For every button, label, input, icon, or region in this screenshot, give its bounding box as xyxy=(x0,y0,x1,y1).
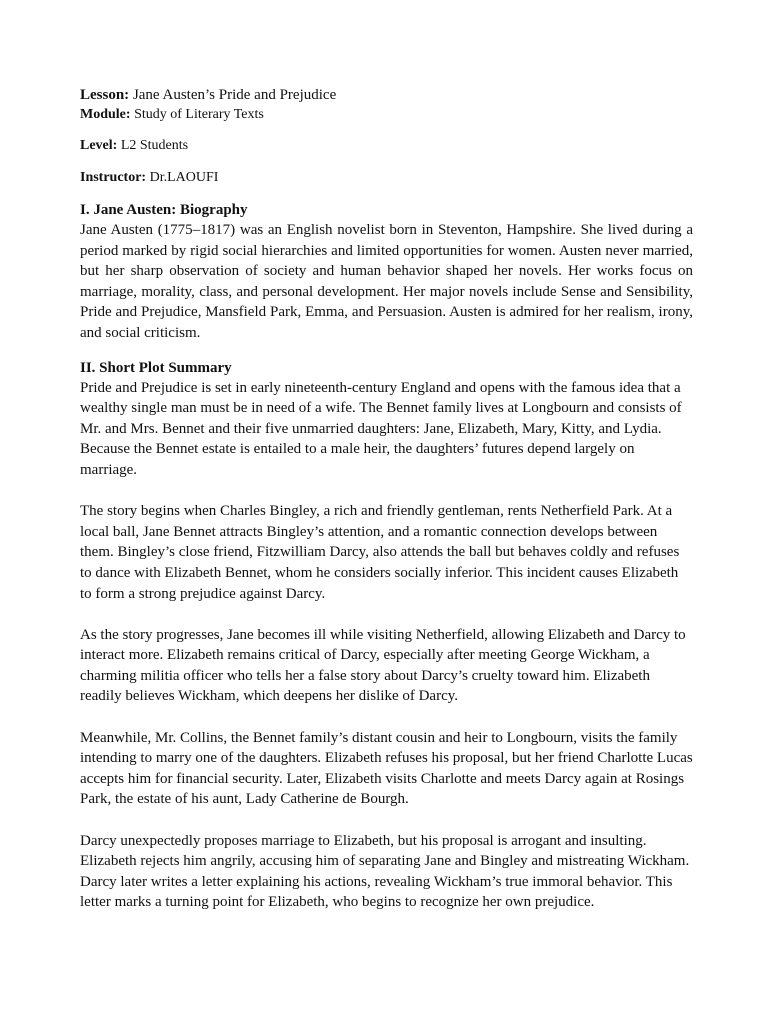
level-label: Level: xyxy=(80,138,118,153)
plot-summary-heading: II. Short Plot Summary xyxy=(80,359,232,376)
instructor-value: Dr.LAOUFI xyxy=(146,170,219,185)
document-page xyxy=(80,85,693,913)
plot-paragraph-4: Meanwhile, Mr. Collins, the Bennet family’s distant cousin and heir to Longbourn, visits the family intending to marry one of the daughters. Elizabeth refuses his proposal, but her friend Charlotte Lucas accepts him for financial security. Later, Elizabeth visits Charlotte and meets Darcy again at Rosings Park, the estate of his aunt, Lady Catherine de Bourgh. xyxy=(80,729,693,808)
biography-heading: I. Jane Austen: Biography xyxy=(80,202,248,218)
instructor-line xyxy=(80,168,693,188)
level-line xyxy=(80,136,693,156)
biography-paragraph: Jane Austen (1775–1817) was an English novelist born in Steventon, Hampshire. She lived during a period marked by rigid social hierarchies and limited opportunities for women. Austen never married, but her sharp observation of society and human behavior shaped her novels. Her works focus on marriage, morality, class, and personal development. Her major novels include Sense and Sensibility, Pride and Prejudice, Mansfield Park, Emma, and Persuasion. Austen is admired for her realism, irony, and social criticism. xyxy=(80,222,693,341)
plot-paragraph-5: Darcy unexpectedly proposes marriage to Elizabeth, but his proposal is arrogant and insulting. Elizabeth rejects him angrily, accusing him of separating Jane and Bingley and mistreating Wickham. Darcy later writes a letter explaining his actions, revealing Wickham’s true immoral behavior. This letter marks a turning point for Elizabeth, who begins to recognize her own prejudice. xyxy=(80,832,690,911)
level-value: L2 Students xyxy=(117,138,189,153)
module-label: Module: xyxy=(80,107,131,122)
plot-paragraph-2: The story begins when Charles Bingley, a rich and friendly gentleman, rents Netherfield Park. At a local ball, Jane Bennet attracts Bingley’s attention, and a romantic connection develops between them. Bingley’s close friend, Fitzwilliam Darcy, also attends the ball but behaves coldly and refuses to dance with Elizabeth Bennet, whom he considers socially inferior. This incident causes Elizabeth to form a strong prejudice against Darcy. xyxy=(80,503,680,602)
plot-paragraph-1: Pride and Prejudice is set in early nineteenth-century England and opens with the famous idea that a wealthy single man must be in need of a wife. The Bennet family lives at Longbourn and consists of Mr. and Mrs. Bennet and their five unmarried daughters: Jane, Elizabeth, Mary, Kitty, and Lydia. Because the Bennet estate is entailed to a male heir, the daughters’ futures depend largely on marriage. xyxy=(80,379,682,478)
module-line xyxy=(80,105,693,125)
plot-paragraph-3: As the story progresses, Jane becomes ill while visiting Netherfield, allowing Elizabeth and Darcy to interact more. Elizabeth remains critical of Darcy, especially after meeting George Wickham, a charming militia officer who tells her a false story about Darcy’s cruelty toward him. Elizabeth readily believes Wickham, which deepens her dislike of Darcy. xyxy=(80,626,686,705)
lesson-label: Lesson: xyxy=(80,87,130,103)
lesson-value: Jane Austen’s Pride and Prejudice xyxy=(129,87,337,103)
instructor-label: Instructor: xyxy=(80,170,147,185)
module-value: Study of Literary Texts xyxy=(130,107,264,122)
lesson-line xyxy=(80,85,693,105)
